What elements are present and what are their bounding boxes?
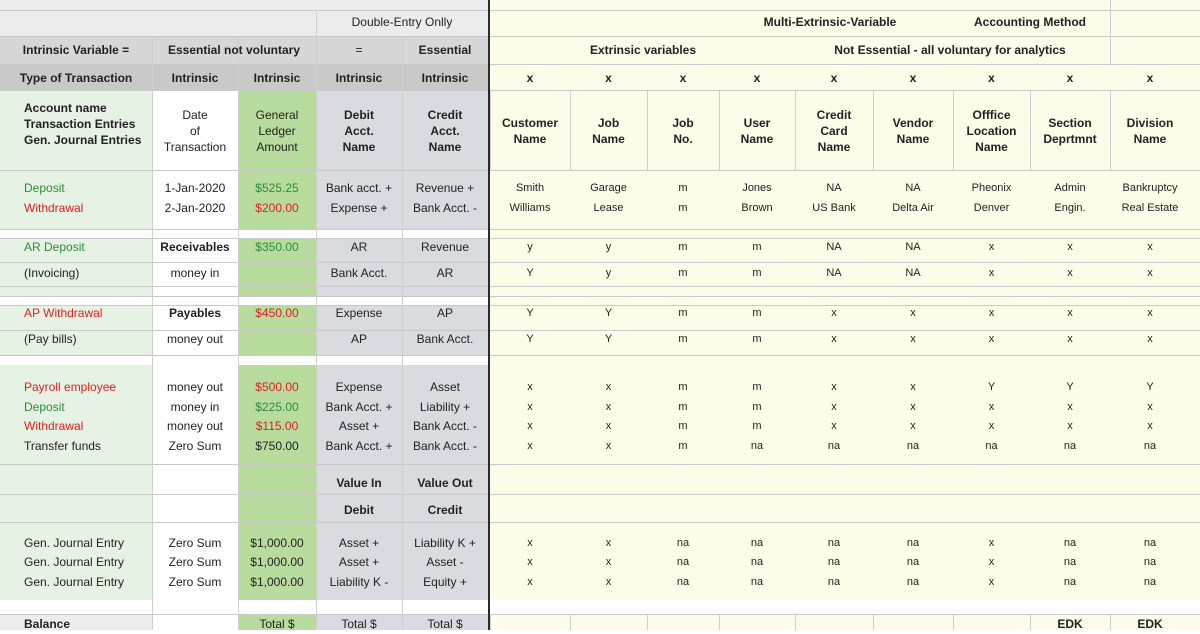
accounting-method-header: Accounting Method — [974, 14, 1086, 29]
col-header-line: No. — [673, 132, 693, 146]
extrinsic-card: NA — [826, 181, 842, 194]
type-extrinsic-x: x — [988, 70, 995, 85]
extrinsic-section: Engin. — [1054, 201, 1086, 214]
grid-line — [795, 614, 796, 630]
col-header-line: Account name — [24, 101, 107, 115]
extrinsic-division: x — [1147, 266, 1153, 279]
col-header-line: Name — [428, 140, 462, 155]
extrinsic-job: x — [605, 536, 612, 549]
credit-account: Equity + — [423, 574, 467, 589]
extrinsic-jobno: na — [676, 555, 690, 568]
extrinsic-user: na — [750, 536, 764, 549]
transaction-date: money in — [170, 265, 220, 280]
type-intrinsic-4: Intrinsic — [421, 70, 469, 85]
extrinsic-user: Brown — [741, 201, 773, 214]
account-name: Payroll employee — [24, 379, 117, 394]
balance-label: Balance — [24, 616, 71, 631]
extrinsic-variables-label: Extrinsic variables — [589, 42, 697, 57]
col-header-line: Name — [740, 132, 774, 146]
essential-label: Essential — [418, 42, 472, 57]
extrinsic-division: x — [1147, 240, 1153, 253]
col-header-section — [1030, 100, 1110, 162]
extrinsic-vendor: NA — [905, 266, 921, 279]
ledger-amount: $225.00 — [255, 399, 299, 414]
account-name: Deposit — [24, 399, 65, 414]
ledger-amount: $1,000.00 — [250, 574, 304, 589]
extrinsic-customer: Y — [526, 266, 534, 279]
extrinsic-user: m — [752, 266, 762, 279]
extrinsic-vendor: x — [910, 380, 916, 393]
col-header-office — [953, 100, 1030, 162]
extrinsic-section: x — [1067, 306, 1073, 319]
credit-account: Asset - — [426, 554, 464, 569]
extrinsic-user: Jones — [742, 181, 772, 194]
col-header-line: Name — [592, 132, 625, 146]
extrinsic-office: x — [988, 306, 995, 319]
debit-account: Asset + — [338, 535, 380, 550]
transaction-date: money out — [166, 331, 224, 346]
extrinsic-vendor: na — [906, 575, 920, 588]
ledger-amount: $450.00 — [255, 305, 299, 320]
col-header-line: Name — [817, 140, 851, 155]
transaction-date: Zero Sum — [168, 554, 222, 569]
ledger-amount: $500.00 — [255, 379, 299, 394]
balance-division-edk: EDK — [1137, 616, 1163, 631]
col-header-line: Division — [1126, 115, 1174, 130]
col-header-line: Name — [342, 140, 376, 155]
col-header-line: Ledger — [258, 123, 296, 138]
extrinsic-user: m — [752, 419, 762, 432]
grid-line — [719, 614, 720, 630]
transaction-date: Zero Sum — [168, 574, 222, 589]
balance-credit-total: Total $ — [427, 616, 463, 631]
extrinsic-section: na — [1063, 575, 1077, 588]
extrinsic-vendor: Delta Air — [892, 201, 934, 214]
col-header-line: Amount — [256, 140, 298, 155]
extrinsic-vendor: x — [910, 306, 916, 319]
extrinsic-card: x — [831, 400, 837, 413]
double-entry-header: Double-Entry Onlly — [351, 14, 453, 29]
col-header-line: Vendor — [892, 115, 934, 130]
type-of-transaction-label: Type of Transaction — [19, 70, 133, 85]
extrinsic-division: na — [1143, 555, 1157, 568]
extrinsic-office: Y — [987, 380, 996, 393]
grid-line — [0, 494, 1200, 495]
grid-line — [0, 262, 1200, 263]
extrinsic-division: Y — [1146, 380, 1154, 393]
type-extrinsic-x: x — [830, 70, 838, 85]
type-intrinsic-2: Intrinsic — [253, 70, 301, 85]
extrinsic-section: Admin — [1054, 181, 1086, 194]
extrinsic-customer: Y — [526, 306, 534, 319]
type-intrinsic-3: Intrinsic — [335, 70, 383, 85]
equals-sign: = — [355, 42, 363, 57]
extrinsic-user: m — [752, 400, 762, 413]
account-name: Gen. Journal Entry — [24, 554, 125, 569]
grid-line — [953, 614, 954, 630]
extrinsic-section: x — [1067, 400, 1073, 413]
credit-account: Bank Acct. - — [412, 438, 478, 453]
col-header-job — [570, 100, 647, 162]
type-extrinsic-x: x — [1146, 70, 1154, 85]
debit-account: Expense — [335, 305, 383, 320]
ledger-amount — [238, 264, 316, 282]
extrinsic-job: Y — [604, 332, 613, 345]
grid-line — [0, 170, 1200, 171]
grid-line — [647, 614, 648, 630]
extrinsic-customer: y — [527, 240, 533, 253]
col-header-line: Offfice — [972, 107, 1011, 122]
extrinsic-job: x — [605, 555, 612, 568]
debit-label: Debit — [344, 502, 374, 517]
col-header-line: Gen. Journal Entries — [24, 133, 142, 148]
col-header-jobno — [647, 100, 719, 162]
credit-account: Bank Acct. - — [412, 418, 478, 433]
grid-line — [0, 296, 1200, 297]
extrinsic-office: x — [988, 332, 995, 345]
ledger-amount: $200.00 — [255, 200, 299, 215]
section-divider — [488, 0, 490, 630]
ledger-amount: $1,000.00 — [250, 535, 304, 550]
value-in-label: Value In — [336, 475, 382, 490]
extrinsic-card: x — [831, 332, 837, 345]
col-header-amount — [238, 100, 316, 162]
extrinsic-vendor: na — [906, 439, 920, 452]
extrinsic-office: x — [988, 575, 995, 588]
extrinsic-office: x — [988, 555, 995, 568]
col-header-line: Name — [1133, 132, 1167, 146]
type-extrinsic-x: x — [753, 70, 761, 85]
extrinsic-customer: x — [527, 575, 533, 588]
extrinsic-customer: x — [527, 419, 533, 432]
extrinsic-job: y — [605, 266, 612, 279]
group-gap — [0, 600, 490, 614]
col-header-line: of — [189, 123, 200, 138]
ledger-amount: $750.00 — [255, 438, 299, 453]
account-name: Gen. Journal Entry — [24, 574, 125, 589]
transaction-date: money out — [166, 418, 224, 433]
extrinsic-division: na — [1143, 575, 1157, 588]
grid-line — [0, 464, 1200, 465]
extrinsic-jobno: m — [678, 266, 688, 279]
extrinsic-jobno: m — [678, 201, 688, 214]
extrinsic-customer: x — [527, 555, 533, 568]
extrinsic-jobno: m — [678, 419, 688, 432]
extrinsic-office: Denver — [973, 201, 1010, 214]
extrinsic-vendor: x — [910, 332, 916, 345]
col-header-line: Date — [182, 107, 208, 122]
transaction-date: Zero Sum — [168, 438, 222, 453]
col-header-line: Acct. — [430, 123, 460, 138]
ledger-amount — [238, 330, 316, 348]
group-gap — [0, 229, 490, 238]
grid-line — [0, 229, 1200, 230]
debit-account: Liability K - — [329, 574, 389, 589]
debit-account: Bank Acct. + — [325, 399, 393, 414]
multi-extrinsic-header: Multi-Extrinsic-Variable — [763, 14, 897, 29]
col-header-line: Card — [820, 123, 848, 138]
debit-account: Asset + — [338, 418, 380, 433]
col-header-user — [719, 100, 795, 162]
extrinsic-card: x — [831, 380, 837, 393]
extrinsic-vendor: NA — [905, 240, 921, 253]
extrinsic-card: na — [827, 536, 841, 549]
transaction-date: 1-Jan-2020 — [164, 180, 226, 195]
credit-account: Bank Acct. — [416, 331, 474, 346]
extrinsic-office: x — [988, 240, 995, 253]
col-header-line: Job — [597, 115, 620, 130]
extrinsic-vendor: x — [910, 400, 916, 413]
transaction-date: money in — [170, 399, 220, 414]
extrinsic-office: x — [988, 266, 995, 279]
type-intrinsic-1: Intrinsic — [171, 70, 219, 85]
grid-line — [873, 614, 874, 630]
extrinsic-job: x — [605, 419, 612, 432]
extrinsic-customer: x — [527, 439, 533, 452]
col-header-vendor — [873, 100, 953, 162]
extrinsic-section: na — [1063, 439, 1077, 452]
account-name: Withdrawal — [24, 418, 84, 433]
extrinsic-user: m — [752, 332, 762, 345]
account-name: Withdrawal — [24, 200, 84, 215]
extrinsic-job: y — [605, 240, 612, 253]
col-header-line: Name — [975, 140, 1008, 155]
col-header-credit — [402, 100, 488, 162]
extrinsic-job: Lease — [593, 201, 624, 214]
credit-account: Revenue + — [415, 180, 475, 195]
not-essential-label: Not Essential - all voluntary for analytics — [834, 42, 1066, 57]
col-header-line: Acct. — [344, 123, 374, 138]
col-header-line: Job — [672, 115, 694, 130]
extrinsic-user: m — [752, 240, 762, 253]
transaction-date: Payables — [168, 305, 222, 320]
credit-account: Bank Acct. - — [412, 200, 478, 215]
grid-line — [0, 64, 1200, 65]
extrinsic-jobno: na — [676, 575, 690, 588]
extrinsic-card: US Bank — [812, 201, 856, 214]
col-header-customer — [490, 100, 570, 162]
extrinsic-office: na — [985, 439, 998, 452]
extrinsic-card: na — [827, 439, 841, 452]
transaction-date: 2-Jan-2020 — [164, 200, 226, 215]
extrinsic-jobno: m — [678, 240, 688, 253]
col-header-line: Deprtmnt — [1043, 132, 1097, 146]
credit-account: AR — [436, 265, 454, 280]
ledger-amount: $115.00 — [255, 418, 299, 433]
extrinsic-office: x — [988, 536, 995, 549]
grid-line — [0, 522, 1200, 523]
grid-line — [570, 614, 571, 630]
extrinsic-card: x — [831, 419, 837, 432]
extrinsic-user: m — [752, 306, 762, 319]
extrinsic-vendor: na — [906, 555, 920, 568]
extrinsic-jobno: m — [678, 400, 688, 413]
extrinsic-division: x — [1147, 306, 1153, 319]
credit-account: Asset — [429, 379, 460, 394]
col-header-line: User — [743, 115, 771, 130]
extrinsic-card: x — [831, 306, 837, 319]
extrinsic-user: m — [752, 380, 762, 393]
transaction-date: Zero Sum — [168, 535, 222, 550]
extrinsic-section: x — [1067, 240, 1073, 253]
col-header-line: Credit — [816, 107, 852, 122]
balance-debit-total: Total $ — [341, 616, 377, 631]
credit-account: Revenue — [420, 239, 470, 254]
account-name: (Pay bills) — [24, 331, 77, 346]
debit-account: AP — [350, 331, 367, 346]
col-header-line: Section — [1048, 115, 1092, 130]
extrinsic-vendor: x — [910, 419, 916, 432]
transaction-date: Receivables — [160, 239, 230, 254]
col-header-line: Name — [896, 132, 930, 146]
extrinsic-section: na — [1063, 555, 1077, 568]
debit-account: Expense + — [330, 200, 388, 215]
credit-account: Liability K + — [414, 535, 476, 550]
col-header-line: Transaction — [163, 140, 227, 155]
account-name: Gen. Journal Entry — [24, 535, 125, 550]
extrinsic-division: x — [1147, 400, 1153, 413]
extrinsic-customer: x — [527, 536, 533, 549]
grid-line — [0, 90, 1200, 91]
cell-background — [152, 614, 238, 630]
extrinsic-user: na — [750, 575, 764, 588]
type-extrinsic-x: x — [679, 70, 687, 85]
type-extrinsic-x: x — [526, 70, 534, 85]
balance-amount-total: Total $ — [259, 616, 295, 631]
extrinsic-job: x — [605, 380, 612, 393]
extrinsic-division: x — [1147, 332, 1153, 345]
type-extrinsic-x: x — [605, 70, 612, 85]
col-header-date — [152, 100, 238, 162]
extrinsic-section: Y — [1066, 380, 1074, 393]
extrinsic-office: x — [988, 419, 995, 432]
type-extrinsic-x: x — [909, 70, 917, 85]
grid-line — [490, 614, 491, 630]
extrinsic-job: x — [605, 439, 612, 452]
col-header-line: General — [255, 107, 299, 122]
account-name: Transfer funds — [24, 438, 101, 453]
col-header-line: Debit — [344, 107, 374, 122]
extrinsic-job: x — [605, 400, 612, 413]
extrinsic-section: x — [1067, 332, 1073, 345]
grid-line — [0, 355, 1200, 356]
extrinsic-division: na — [1143, 439, 1157, 452]
extrinsic-card: NA — [826, 240, 842, 253]
debit-account: Expense — [335, 379, 383, 394]
extrinsic-card: NA — [826, 266, 842, 279]
extrinsic-card: na — [827, 575, 841, 588]
ledger-amount: $1,000.00 — [250, 554, 304, 569]
account-name: (Invoicing) — [24, 265, 80, 280]
col-header-line: Name — [513, 132, 547, 146]
ledger-amount: $525.25 — [255, 180, 299, 195]
extrinsic-section: x — [1067, 419, 1073, 432]
extrinsic-job: x — [605, 575, 612, 588]
extrinsic-division: Bankruptcy — [1122, 181, 1178, 194]
extrinsic-jobno: m — [678, 306, 688, 319]
grid-line — [0, 614, 1200, 615]
debit-account: Bank Acct. + — [325, 438, 393, 453]
extrinsic-customer: x — [527, 380, 533, 393]
col-header-card — [795, 100, 873, 162]
grid-line — [0, 36, 1200, 37]
extrinsic-user: na — [750, 555, 764, 568]
group-gap — [0, 355, 490, 365]
extrinsic-division: x — [1147, 419, 1153, 432]
col-header-line: Credit — [427, 107, 463, 122]
extrinsic-jobno: m — [678, 439, 688, 452]
grid-line — [1110, 0, 1111, 64]
account-name: AR Deposit — [24, 239, 85, 254]
account-name: AP Withdrawal — [24, 305, 103, 320]
balance-section-edk: EDK — [1057, 616, 1083, 631]
extrinsic-customer: Y — [526, 332, 534, 345]
col-header-account — [0, 100, 152, 162]
type-extrinsic-x: x — [1066, 70, 1074, 85]
credit-account: AP — [436, 305, 453, 320]
extrinsic-card: na — [827, 555, 841, 568]
extrinsic-jobno: m — [678, 181, 688, 194]
extrinsic-section: na — [1063, 536, 1077, 549]
extrinsic-section: x — [1067, 266, 1073, 279]
credit-label: Credit — [427, 502, 463, 517]
essential-not-voluntary: Essential not voluntary — [167, 42, 301, 57]
extrinsic-job: Y — [604, 306, 613, 319]
grid-line — [0, 286, 1200, 287]
col-header-line: Customer — [501, 115, 558, 130]
col-header-line: Transaction Entries — [24, 117, 136, 132]
value-out-label: Value Out — [417, 475, 473, 490]
ledger-amount: $350.00 — [255, 239, 299, 254]
extrinsic-division: Real Estate — [1121, 201, 1179, 214]
extrinsic-customer: Williams — [509, 201, 551, 214]
extrinsic-vendor: na — [906, 536, 920, 549]
extrinsic-jobno: na — [676, 536, 690, 549]
col-header-debit — [316, 100, 402, 162]
debit-account: Asset + — [338, 554, 380, 569]
extrinsic-job: Garage — [590, 181, 627, 194]
extrinsic-vendor: NA — [905, 181, 921, 194]
transaction-date: money out — [166, 379, 224, 394]
extrinsic-user: na — [750, 439, 764, 452]
intrinsic-variable-label: Intrinsic Variable = — [22, 42, 130, 57]
extrinsic-jobno: m — [678, 332, 688, 345]
extrinsic-division: na — [1143, 536, 1157, 549]
extrinsic-customer: Smith — [515, 181, 545, 194]
extrinsic-office: Pheonix — [971, 181, 1012, 194]
debit-account: Bank acct. + — [325, 180, 393, 195]
extrinsic-office: x — [988, 400, 995, 413]
debit-account: AR — [350, 239, 368, 254]
credit-account: Liability + — [419, 399, 471, 414]
extrinsic-customer: x — [527, 400, 533, 413]
account-name: Deposit — [24, 180, 65, 195]
col-header-line: Location — [966, 123, 1017, 138]
col-header-division — [1110, 100, 1190, 162]
debit-account: Bank Acct. — [330, 265, 388, 280]
extrinsic-jobno: m — [678, 380, 688, 393]
